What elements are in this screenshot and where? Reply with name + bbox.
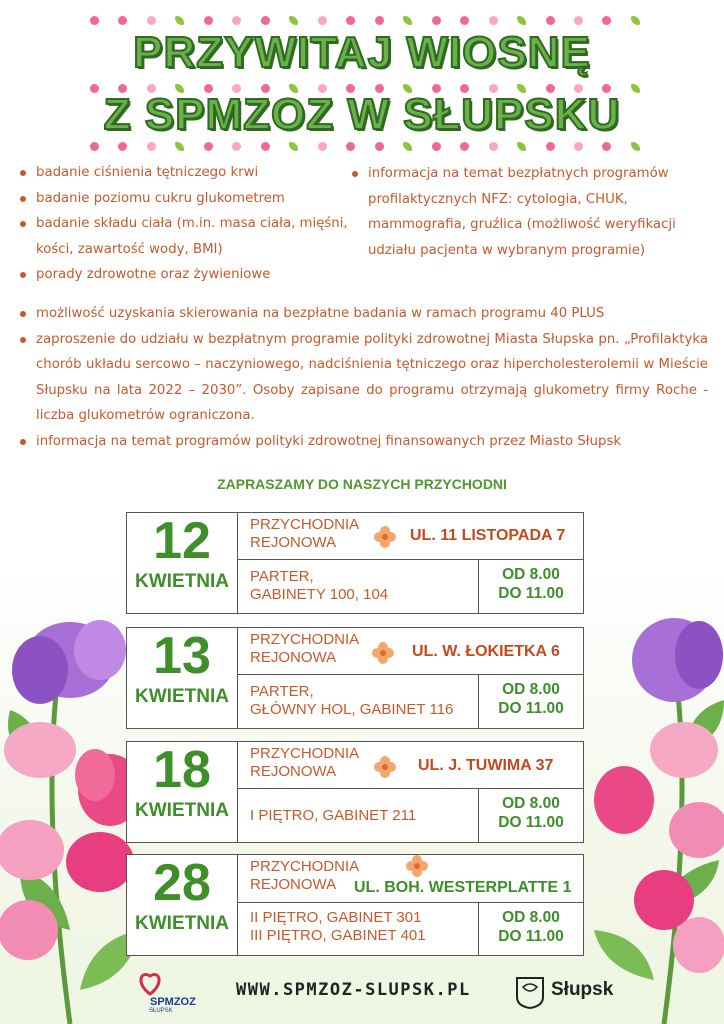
session-room — [238, 789, 583, 842]
services-list-left — [18, 160, 348, 288]
list-item: badanie poziomu cukru glukometrem — [18, 186, 348, 212]
session-month: KWIETNIA — [135, 686, 229, 707]
room-info: PARTER, GŁÓWNY HOL, GABINET 116 — [250, 683, 454, 718]
flower-icon — [406, 855, 428, 877]
services-list-full — [18, 301, 708, 454]
spmzoz-logo-name: SPMZOZ — [150, 996, 196, 1008]
session-day: 18 — [153, 741, 211, 799]
street-address: UL. W. ŁOKIETKA 6 — [412, 643, 560, 660]
list-item: badanie składu ciała (m.in. masa ciała, mięśni, kości, zawartość wody, BMI) — [18, 211, 348, 262]
slupsk-logo-name: Słupsk — [551, 979, 614, 1000]
title-flower-border-bottom — [90, 142, 640, 156]
session-location — [238, 855, 583, 903]
session-hours: OD 8.00 DO 11.00 — [478, 903, 583, 955]
list-item: zaproszenie do udziału w bezpłatnym programie polityki zdrowotnej Miasta Słupska pn. „Profilaktyka chorób układu sercowo – naczyniowego, nadciśnienia tętniczego oraz hipercholesterolemii w Mieście Słupsku na lata 2022 – 2030”. Osoby zapisane do programu otrzymają glukometry firmy Roche - liczba glukometrów ograniczona. — [18, 327, 708, 429]
session-card — [126, 854, 584, 956]
session-date — [127, 513, 238, 613]
session-date — [127, 742, 238, 842]
website-link[interactable]: WWW.SPMZOZ-SLUPSK.PL — [236, 980, 471, 1000]
flower-icon — [374, 526, 396, 548]
session-month: KWIETNIA — [135, 571, 229, 592]
session-hours: OD 8.00 DO 11.00 — [478, 675, 583, 728]
session-month: KWIETNIA — [135, 913, 229, 934]
street-address: UL. 11 LISTOPADA 7 — [410, 527, 566, 544]
session-month: KWIETNIA — [135, 800, 229, 821]
clinic-name: PRZYCHODNIA REJONOWA — [250, 745, 360, 780]
list-item: możliwość uzyskania skierowania na bezpłatne badania w ramach programu 40 PLUS — [18, 301, 708, 327]
session-location — [238, 513, 583, 560]
flower-icon — [372, 642, 394, 664]
street-address: UL. BOH. WESTERPLATTE 1 — [354, 879, 572, 896]
clinic-name: PRZYCHODNIA REJONOWA — [250, 858, 360, 893]
list-item: informacja na temat bezpłatnych programów profilaktycznych NFZ: cytologia, CHUK, mammografia, gruźlica (możliwość weryfikacji udziału pacjenta w wybranym programie) — [350, 161, 710, 263]
session-day: 28 — [153, 854, 211, 912]
session-date — [127, 628, 238, 728]
session-card — [126, 627, 584, 729]
session-date — [127, 855, 238, 955]
session-location — [238, 628, 583, 675]
session-card — [126, 512, 584, 614]
invite-heading: ZAPRASZAMY DO NASZYCH PRZYCHODNI — [217, 476, 507, 492]
title-line-2: Z SPMZOZ W SŁUPSKU — [103, 90, 621, 139]
room-info: PARTER, GABINETY 100, 104 — [250, 568, 389, 603]
clinic-name: PRZYCHODNIA REJONOWA — [250, 516, 360, 551]
list-item: badanie ciśnienia tętniczego krwi — [18, 160, 348, 186]
flower-decoration-right — [584, 600, 724, 1024]
session-hours: OD 8.00 DO 11.00 — [478, 789, 583, 842]
session-room — [238, 903, 583, 955]
clinic-name: PRZYCHODNIA REJONOWA — [250, 631, 360, 666]
session-location — [238, 742, 583, 789]
session-room — [238, 675, 583, 728]
flower-icon — [374, 756, 396, 778]
services-list-right — [350, 161, 710, 263]
session-day: 13 — [153, 627, 211, 685]
session-card — [126, 741, 584, 843]
title-line-1: PRZYWITAJ WIOSNĘ — [133, 28, 591, 77]
list-item: informacja na temat programów polityki zdrowotnej finansowanych przez Miasto Słupsk — [18, 429, 708, 455]
session-hours: OD 8.00 DO 11.00 — [478, 560, 583, 613]
session-day: 12 — [153, 512, 211, 570]
session-room — [238, 560, 583, 613]
room-info: II PIĘTRO, GABINET 301 III PIĘTRO, GABINET 401 — [250, 909, 426, 944]
list-item: porady zdrowotne oraz żywieniowe — [18, 262, 348, 288]
spmzoz-logo-sub: SŁUPSK — [149, 1008, 173, 1014]
street-address: UL. J. TUWIMA 37 — [418, 757, 554, 774]
room-info: I PIĘTRO, GABINET 211 — [250, 807, 417, 824]
